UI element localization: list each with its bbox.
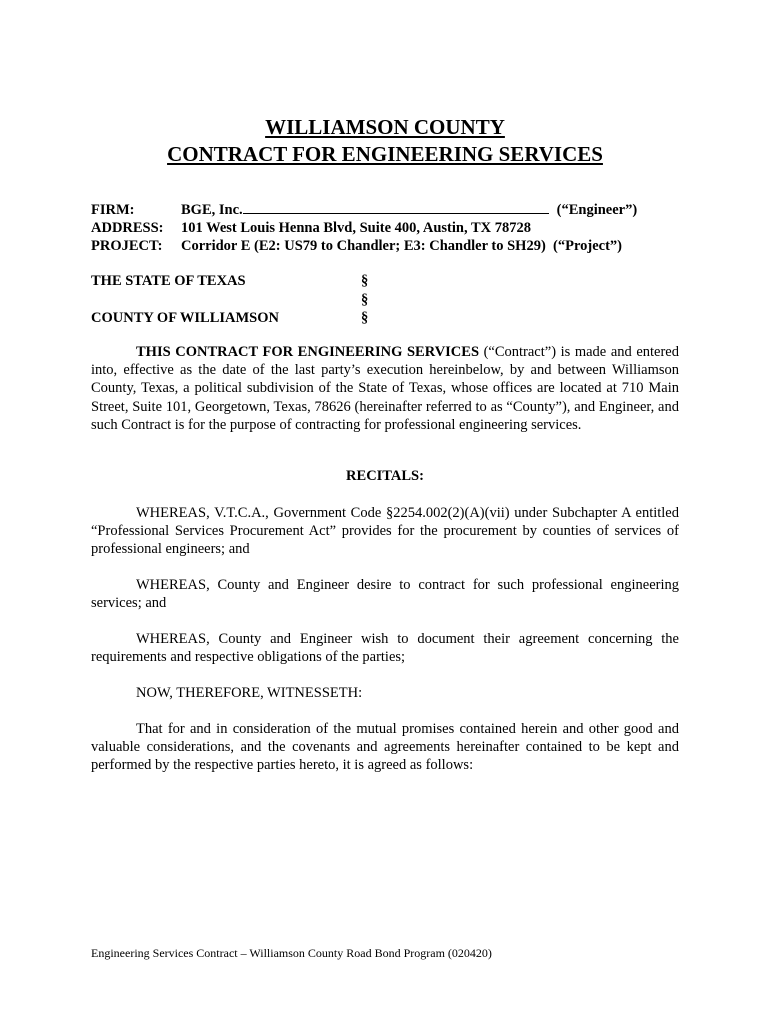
address-row [91,219,531,237]
recital-paragraph: WHEREAS, County and Engineer wish to document their agreement concerning the requirements and respective obligations of the parties; [91,631,679,666]
firm-underline [243,201,549,214]
firm-suffix: (“Engineer”) [556,202,638,218]
page-footer: Engineering Services Contract – Williamson County Road Bond Program (020420) [91,946,492,960]
state-of-texas: THE STATE OF TEXAS [91,273,246,289]
project-value: Corridor E (E2: US79 to Chandler; E3: Chandler to SH29) [181,238,546,254]
agreement-paragraph: That for and in consideration of the mutual promises contained herein and other good and valuable considerations, and the covenants and agreements hereinafter contained to be kept and performed by the respective parties hereto, it is agreed as follows: [91,721,679,774]
section-symbol: § [361,273,369,289]
intro-paragraph [91,343,679,434]
recitals-heading: RECITALS: [346,468,424,484]
project-suffix: (“Project”) [553,238,623,254]
project-row [91,237,622,255]
firm-row [91,201,637,219]
intro-text: (“Contract”) is made and entered into, effective as the date of the last party’s execution hereinbelow, by and between Williamson County, Texas, a political subdivision of the State of Texas, whose offices are located at 710 Main Street, Suite 101, Georgetown, Texas, 78626 (hereinafter referred to as “County”), and Engineer, and such Contract is for the purpose of contracting for professional engineering services. [91,344,679,433]
witnesseth-line: NOW, THEREFORE, WITNESSETH: [136,685,363,701]
county-of-williamson: COUNTY OF WILLIAMSON [91,310,279,326]
address-value: 101 West Louis Henna Blvd, Suite 400, Austin, TX 78728 [181,220,531,236]
firm-value: BGE, Inc. [181,202,243,218]
document-title-line2: CONTRACT FOR ENGINEERING SERVICES [167,142,603,166]
firm-label: FIRM: [91,202,135,218]
recital-paragraph: WHEREAS, V.T.C.A., Government Code §2254.002(2)(A)(vii) under Subchapter A entitled “Professional Services Procurement Act” provides for the procurement by counties of services of professional engineers; and [91,505,679,558]
project-label: PROJECT: [91,238,163,254]
section-symbol: § [361,292,369,308]
intro-bold-lead: THIS CONTRACT FOR ENGINEERING SERVICES [136,344,480,360]
section-symbol: § [361,310,369,326]
address-label: ADDRESS: [91,220,164,236]
document-title-line1: WILLIAMSON COUNTY [265,115,505,139]
recital-paragraph: WHEREAS, County and Engineer desire to contract for such professional engineering services; and [91,577,679,612]
